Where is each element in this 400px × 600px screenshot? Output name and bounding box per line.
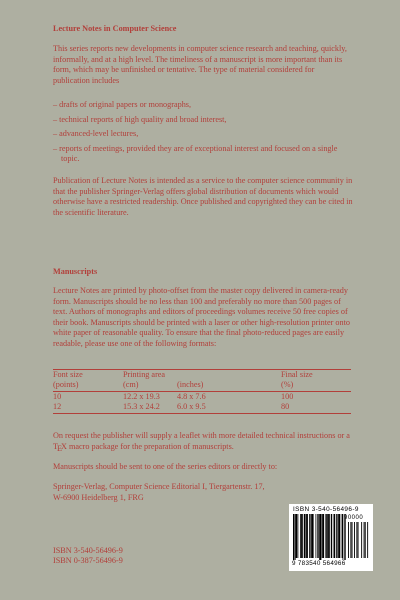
- list-item: – technical reports of high quality and broad interest,: [53, 115, 353, 126]
- table-header-row: [53, 370, 351, 381]
- cell-inches: 4.8 x 7.6: [177, 391, 281, 402]
- barcode-bar: [309, 514, 310, 558]
- barcode-addon-text: 90000: [344, 515, 364, 521]
- address-line: Springer-Verlag, Computer Science Editorial I, Tiergartenstr. 17,: [53, 482, 265, 491]
- barcode-bar: [296, 514, 297, 558]
- barcode-bar: [338, 514, 339, 558]
- unit-points: (points): [53, 380, 79, 390]
- series-intro: This series reports new developments in computer science research and teaching, quickly, informally, and at a high level. The timeliness of a manuscript is more important than its form, which may be unfinished or tentative. The type of material considered for publication includes: [53, 44, 347, 85]
- manuscripts-heading: Manuscripts: [53, 267, 98, 276]
- leaflet-text-start: On request the publisher will supply a leaflet with more detailed technical instructions or a: [53, 431, 350, 440]
- barcode-addon-bar: [350, 522, 351, 558]
- address-line: W-6900 Heidelberg 1, FRG: [53, 492, 144, 502]
- tex-logo: TEX: [53, 441, 67, 453]
- barcode-addon-bar: [348, 522, 349, 558]
- header-printing-area: Printing area: [123, 370, 281, 381]
- barcode-bar: [293, 514, 294, 560]
- barcode-bar: [304, 514, 305, 558]
- cell-final: 80: [281, 402, 351, 413]
- barcode-addon-bar: [352, 522, 353, 558]
- format-table: [53, 369, 351, 414]
- barcode-bar: [331, 514, 332, 558]
- series-heading: Lecture Notes in Computer Science: [53, 24, 177, 33]
- material-list: [53, 100, 353, 169]
- barcode-bar: [334, 514, 335, 558]
- barcode-isbn-text: ISBN 3-540-56496-9: [293, 506, 359, 513]
- table-units-row: [53, 380, 351, 391]
- barcode-bar: [302, 514, 303, 558]
- send-to-paragraph: Manuscripts should be sent to one of the series editors or directly to:: [53, 462, 278, 471]
- isbn-line: ISBN 3-540-56496-9: [53, 546, 123, 555]
- list-item: – advanced-level lectures,: [53, 129, 353, 140]
- cell-inches: 6.0 x 9.5: [177, 402, 281, 413]
- manuscripts-paragraph: Lecture Notes are printed by photo-offset from the master copy delivered in camera-ready form. Manuscripts should be no less than 100 and preferably no more than 500 pages of text. Authors of monographs and editors of proceedings volumes receive 50 free copies of their book. Manuscripts should be printed with a laser or other high-resolution printer onto white paper of reasonable quality. To ensure that the final photo-reduced pages are easily readable, please use one of the following formats:: [53, 286, 350, 348]
- cell-font: 10: [53, 391, 123, 402]
- list-item: – reports of meetings, provided they are of exceptional interest and focused on a single topic.: [53, 144, 353, 165]
- barcode-addon-bar: [358, 522, 359, 558]
- cell-cm: 15.3 x 24.2: [123, 402, 177, 413]
- list-item: – drafts of original papers or monographs,: [53, 100, 353, 111]
- barcode-bar: [320, 514, 321, 560]
- barcode-addon-bar: [354, 522, 355, 558]
- publication-paragraph: Publication of Lecture Notes is intended as a service to the computer science community in that the publisher Springer-Verlag offers global distribution of documents which would otherwise have a restricted readership. Once published and copyrighted they can be cited in the scientific literature.: [53, 176, 353, 217]
- cell-cm: 12.2 x 19.3: [123, 391, 177, 402]
- table-row: [53, 402, 351, 413]
- publisher-address: [53, 482, 353, 503]
- barcode-bar: [325, 514, 326, 558]
- barcode-addon-bar: [356, 522, 357, 558]
- barcode-bar: [295, 514, 296, 560]
- barcode-bar: [319, 514, 320, 560]
- leaflet-paragraph: [53, 431, 353, 452]
- barcode-addon-bar: [365, 522, 366, 558]
- unit-inches: (inches): [177, 380, 204, 390]
- barcode-bar: [336, 514, 337, 558]
- barcode-bar: [306, 514, 307, 558]
- barcode-bar: [317, 514, 318, 558]
- cell-final: 100: [281, 391, 351, 402]
- barcode-bar: [298, 514, 299, 558]
- barcode-bar: [307, 514, 308, 558]
- leaflet-text-end: macro package for the preparation of manuscripts.: [69, 441, 234, 451]
- barcode-digits-text: 9 783540 564966: [292, 560, 346, 567]
- header-final-size: Final size: [281, 370, 351, 381]
- barcode-bar: [300, 514, 301, 558]
- barcode-bar: [327, 514, 328, 558]
- unit-cm: (cm): [123, 380, 139, 390]
- barcode-bar: [339, 514, 340, 558]
- isbn-line: ISBN 0-387-56496-9: [53, 556, 123, 566]
- barcode-addon-bar: [361, 522, 362, 558]
- barcode-label: [289, 504, 373, 571]
- cell-font: 12: [53, 402, 123, 413]
- isbn-block: [53, 546, 123, 567]
- barcode-bar: [322, 514, 323, 558]
- barcode-bar: [329, 514, 330, 558]
- table-row: [53, 391, 351, 402]
- barcode-addon-bar: [364, 522, 365, 558]
- barcode-bar: [316, 514, 317, 558]
- barcode-bar: [323, 514, 324, 558]
- unit-percent: (%): [281, 380, 294, 390]
- barcode-bar: [311, 514, 312, 558]
- barcode-addon-bar: [367, 522, 368, 558]
- barcode-bar: [313, 514, 314, 558]
- header-font-size: Font size: [53, 370, 123, 381]
